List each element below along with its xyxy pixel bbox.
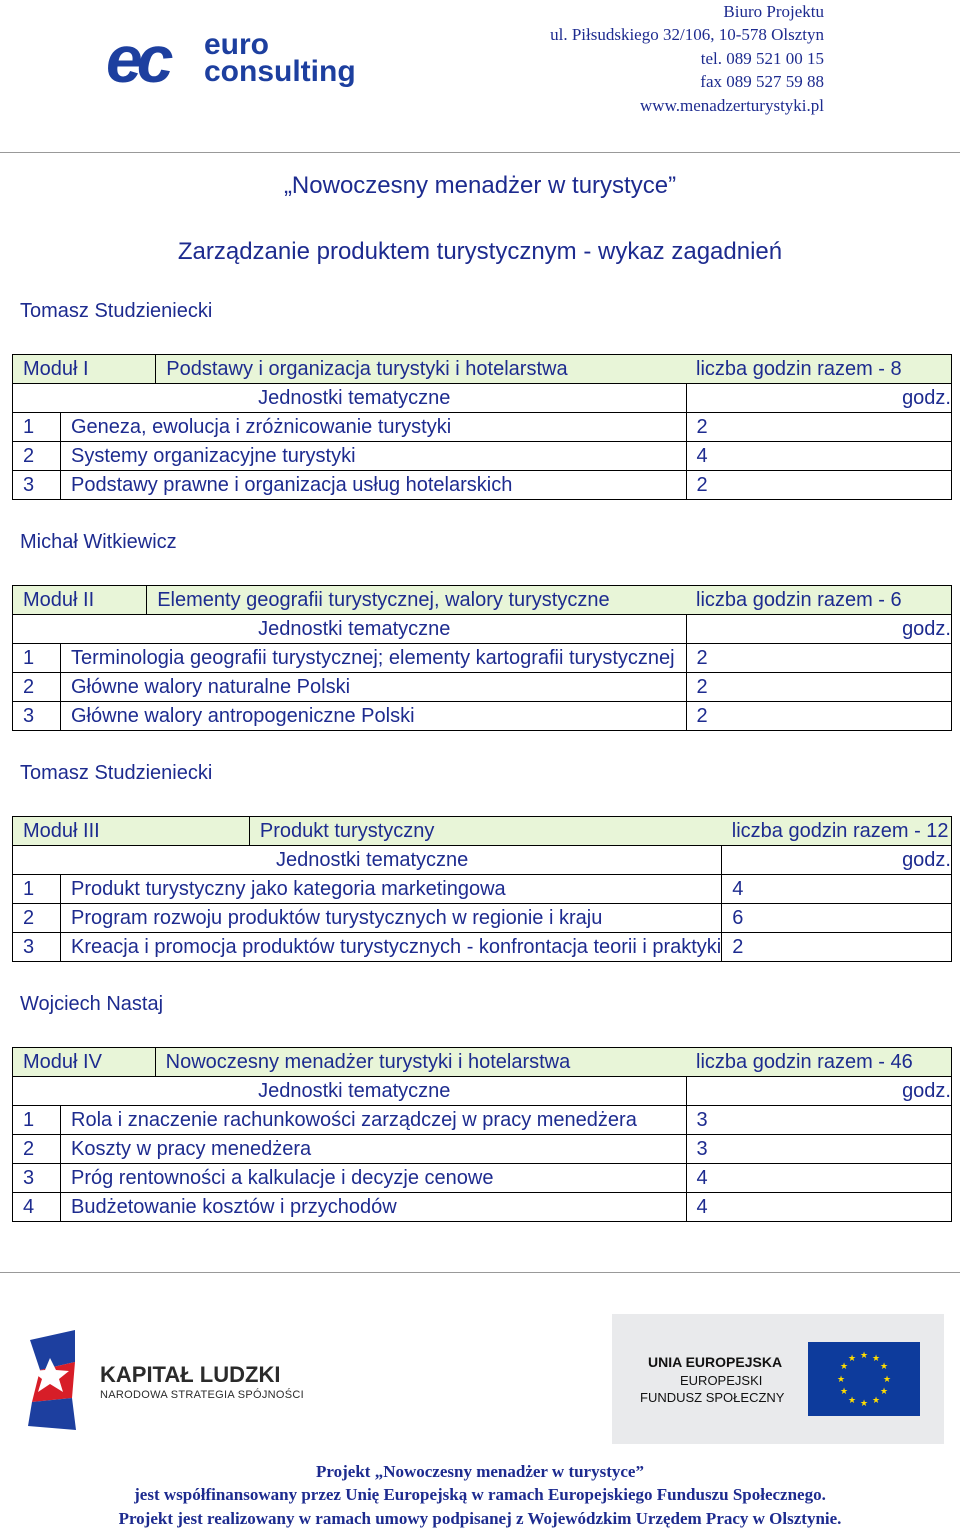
module-total: liczba godzin razem - 6 xyxy=(686,586,952,615)
row-topic: Budżetowanie kosztów i przychodów xyxy=(61,1193,687,1222)
svg-text:★: ★ xyxy=(839,1387,849,1397)
row-number: 1 xyxy=(13,875,61,904)
module-author: Wojciech Nastaj xyxy=(20,993,164,1015)
module-name: Elementy geografii turystycznej, walory turystyczne xyxy=(147,586,686,615)
logo-word-consulting: consulting xyxy=(204,55,356,88)
row-number: 3 xyxy=(13,933,61,962)
svg-text:★: ★ xyxy=(882,1375,892,1385)
module-header-row xyxy=(13,355,952,384)
row-topic: Próg rentowności a kalkulacje i decyzje cenowe xyxy=(61,1164,687,1193)
table-row xyxy=(13,933,952,962)
kapital-ludzki-logo xyxy=(20,1330,320,1430)
row-hours: 2 xyxy=(722,933,952,962)
module-label: Moduł II xyxy=(13,586,147,615)
module-total: liczba godzin razem - 12 xyxy=(722,817,952,846)
row-topic: Koszty w pracy menedżera xyxy=(61,1135,687,1164)
module-name: Podstawy i organizacja turystyki i hotelarstwa xyxy=(156,355,686,384)
kapital-ludzki-title: KAPITAŁ LUDZKI xyxy=(100,1362,281,1387)
table-row xyxy=(13,413,952,442)
row-number: 1 xyxy=(13,644,61,673)
module-label: Moduł I xyxy=(13,355,156,384)
module-table xyxy=(12,354,952,500)
footer-text xyxy=(0,1460,960,1530)
module-total: liczba godzin razem - 8 xyxy=(686,355,952,384)
module-author: Tomasz Studzieniecki xyxy=(20,300,213,322)
row-hours: 3 xyxy=(686,1135,952,1164)
eu-line2: EUROPEJSKI xyxy=(680,1373,763,1388)
svg-text:★: ★ xyxy=(871,1396,881,1406)
svg-text:★: ★ xyxy=(839,1362,849,1372)
logo-word-euro: euro xyxy=(204,28,270,61)
module-name: Produkt turystyczny xyxy=(249,817,721,846)
office-name: Biuro Projektu xyxy=(723,2,824,21)
svg-text:★: ★ xyxy=(836,1375,846,1385)
module-label: Moduł III xyxy=(13,817,250,846)
row-hours: 4 xyxy=(686,1193,952,1222)
svg-text:★: ★ xyxy=(859,1351,869,1361)
row-number: 4 xyxy=(13,1193,61,1222)
row-hours: 4 xyxy=(686,442,952,471)
row-hours: 2 xyxy=(686,644,952,673)
module-table xyxy=(12,585,952,731)
table-row xyxy=(13,702,952,731)
row-number: 2 xyxy=(13,904,61,933)
row-number: 3 xyxy=(13,702,61,731)
module-table xyxy=(12,816,952,962)
module-name: Nowoczesny menadżer turystyki i hotelarstwa xyxy=(155,1048,686,1077)
office-website[interactable]: www.menadzerturystyki.pl xyxy=(640,95,824,115)
footer-divider xyxy=(0,1272,960,1273)
row-number: 1 xyxy=(13,413,61,442)
units-label: Jednostki tematyczne xyxy=(13,1077,687,1106)
module-label: Moduł IV xyxy=(13,1048,156,1077)
module-header-row xyxy=(13,817,952,846)
row-hours: 4 xyxy=(686,1164,952,1193)
document-title: „Nowoczesny menadżer w turystyce” xyxy=(283,172,677,199)
footer-line-3: Projekt jest realizowany w ramach umowy podpisanej z Wojewódzkim Urzędem Pracy w Olsztynie. xyxy=(118,1508,842,1528)
row-topic: Podstawy prawne i organizacja usług hotelarskich xyxy=(61,471,687,500)
module-author: Michał Witkiewicz xyxy=(20,531,177,553)
units-header-row xyxy=(13,846,952,875)
row-topic: Główne walory antropogeniczne Polski xyxy=(61,702,687,731)
table-row xyxy=(13,1164,952,1193)
module-table xyxy=(12,1047,952,1222)
row-hours: 4 xyxy=(722,875,952,904)
units-label: Jednostki tematyczne xyxy=(13,615,687,644)
hours-label: godz. xyxy=(686,615,952,644)
table-row xyxy=(13,875,952,904)
svg-text:★: ★ xyxy=(847,1396,857,1406)
svg-text:★: ★ xyxy=(847,1354,857,1364)
row-topic: Geneza, ewolucja i zróżnicowanie turystyki xyxy=(61,413,687,442)
eu-title: UNIA EUROPEJSKA xyxy=(648,1354,783,1370)
header-divider xyxy=(0,152,960,153)
row-number: 2 xyxy=(13,1135,61,1164)
svg-text:★: ★ xyxy=(879,1387,889,1397)
eu-line3: FUNDUSZ SPOŁECZNY xyxy=(640,1390,785,1405)
table-row xyxy=(13,471,952,500)
row-topic: Główne walory naturalne Polski xyxy=(61,673,687,702)
table-row xyxy=(13,673,952,702)
row-number: 3 xyxy=(13,471,61,500)
table-row xyxy=(13,1106,952,1135)
row-hours: 2 xyxy=(686,702,952,731)
footer-line-1: Projekt „Nowoczesny menadżer w turystyce” xyxy=(316,1462,644,1481)
row-hours: 2 xyxy=(686,471,952,500)
office-fax: fax 089 527 59 88 xyxy=(700,72,824,92)
row-topic: Rola i znaczenie rachunkowości zarządczej w pracy menedżera xyxy=(61,1106,687,1135)
table-row xyxy=(13,1193,952,1222)
svg-text:★: ★ xyxy=(879,1362,889,1372)
row-number: 2 xyxy=(13,673,61,702)
footer-line-2: jest współfinansowany przez Unię Europejską w ramach Europejskiego Funduszu Społecznego. xyxy=(134,1485,826,1505)
office-contact xyxy=(550,0,824,117)
units-label: Jednostki tematyczne xyxy=(13,384,687,413)
eu-flag-icon xyxy=(808,1342,920,1416)
table-row xyxy=(13,1135,952,1164)
units-label: Jednostki tematyczne xyxy=(13,846,722,875)
row-number: 3 xyxy=(13,1164,61,1193)
svg-text:★: ★ xyxy=(859,1399,869,1409)
units-header-row xyxy=(13,615,952,644)
module-author: Tomasz Studzieniecki xyxy=(20,762,213,784)
document-subtitle: Zarządzanie produktem turystycznym - wykaz zagadnień xyxy=(177,238,783,265)
row-number: 1 xyxy=(13,1106,61,1135)
row-topic: Kreacja i promocja produktów turystycznych - konfrontacja teorii i praktyki xyxy=(61,933,722,962)
hours-label: godz. xyxy=(686,384,952,413)
hours-label: godz. xyxy=(722,846,952,875)
units-header-row xyxy=(13,384,952,413)
office-phone: tel. 089 521 00 15 xyxy=(700,48,824,68)
table-row xyxy=(13,442,952,471)
module-header-row xyxy=(13,586,952,615)
svg-text:★: ★ xyxy=(871,1354,881,1364)
kapital-ludzki-subtitle: NARODOWA STRATEGIA SPÓJNOŚCI xyxy=(100,1389,304,1401)
row-number: 2 xyxy=(13,442,61,471)
office-address: ul. Piłsudskiego 32/106, 10-578 Olsztyn xyxy=(550,25,824,45)
row-topic: Systemy organizacyjne turystyki xyxy=(61,442,687,471)
table-row xyxy=(13,644,952,673)
row-hours: 6 xyxy=(722,904,952,933)
table-row xyxy=(13,904,952,933)
row-hours: 2 xyxy=(686,673,952,702)
units-header-row xyxy=(13,1077,952,1106)
row-topic: Produkt turystyczny jako kategoria marketingowa xyxy=(61,875,722,904)
row-topic: Program rozwoju produktów turystycznych w regionie i kraju xyxy=(61,904,722,933)
module-total: liczba godzin razem - 46 xyxy=(686,1048,952,1077)
row-hours: 2 xyxy=(686,413,952,442)
module-header-row xyxy=(13,1048,952,1077)
euro-consulting-logo xyxy=(106,22,378,96)
row-hours: 3 xyxy=(686,1106,952,1135)
logo-mark: ec xyxy=(106,22,168,96)
eu-social-fund-logo xyxy=(612,1314,944,1444)
hours-label: godz. xyxy=(686,1077,952,1106)
row-topic: Terminologia geografii turystycznej; elementy kartografii turystycznej xyxy=(61,644,687,673)
